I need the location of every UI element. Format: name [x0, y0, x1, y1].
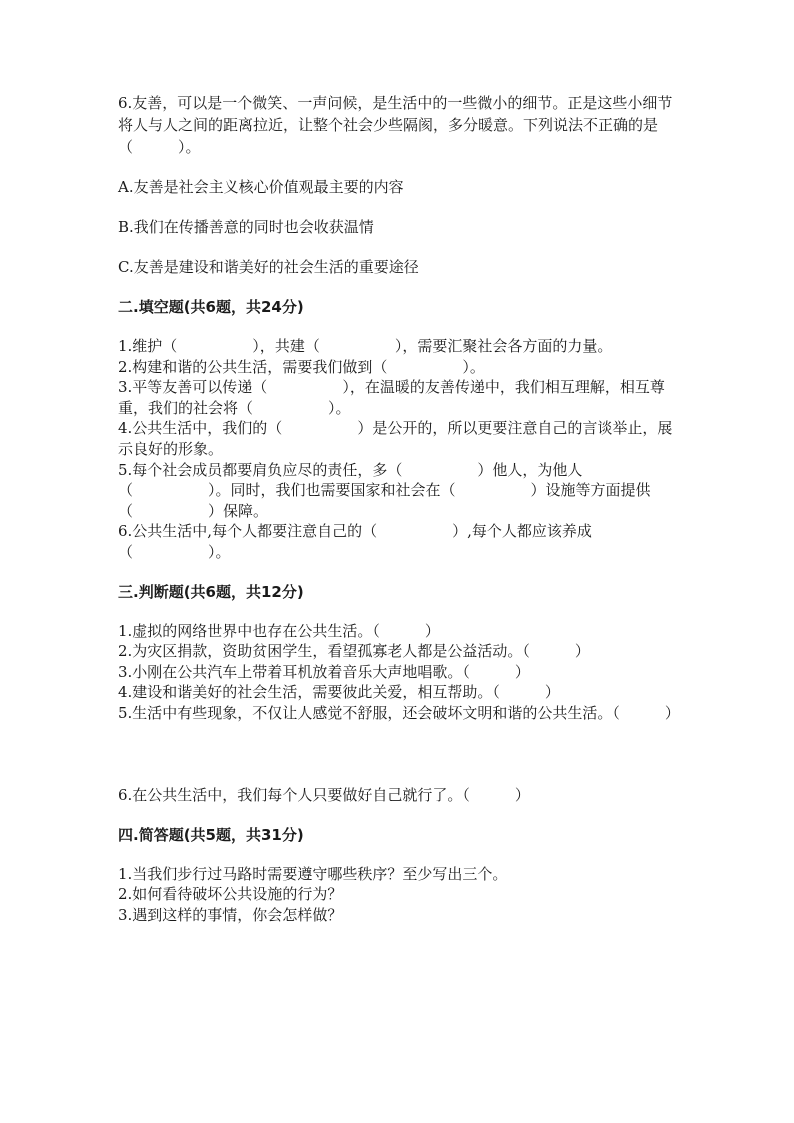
blank-space: [118, 724, 678, 784]
true-false-item-6: 6.在公共生活中，我们每个人只要做好自己就行了。（ ）: [118, 785, 530, 804]
true-false-item-2: 2.为灾区捐款，资助贫困学生，看望孤寡老人都是公益活动。（ ）: [118, 642, 590, 661]
true-false-item-1: 1.虚拟的网络世界中也存在公共生活。（ ）: [118, 621, 440, 640]
short-answer-item-2: 2.如何看待破坏公共设施的行为？: [118, 885, 343, 904]
short-answer-item-1: 1.当我们步行过马路时需要遵守哪些秩序？至少写出三个。: [118, 864, 508, 883]
option-b: B.我们在传播善意的同时也会收获温情: [118, 218, 374, 236]
true-false-item-4: 4.建设和谐美好的社会生活，需要彼此关爱，相互帮助。（ ）: [118, 683, 560, 702]
fill-in-item-3: 3.平等友善可以传递（ ），在温暖的友善传递中，我们相互理解，相互尊重，我们的社会将（ ）。: [118, 378, 665, 417]
section-4-title: 四.简答题(共5题，共31分): [118, 825, 304, 844]
section-2-title: 二.填空题(共6题，共24分): [118, 298, 304, 316]
fill-in-item-6: 6.公共生活中,每个人都要注意自己的（ ）,每个人都应该养成（ ）。: [118, 522, 592, 561]
true-false-item-5: 5.生活中有些现象，不仅让人感觉不舒服，还会破坏文明和谐的公共生活。（ ）: [118, 703, 680, 722]
section-3-title: 三.判断题(共6题，共12分): [118, 582, 304, 601]
true-false-item-3: 3.小刚在公共汽车上带着耳机放着音乐大声地唱歌。（ ）: [118, 662, 530, 681]
short-answer-list: [118, 864, 678, 926]
question-6-stem: 6.友善，可以是一个微笑、一声问候，是生活中的一些微小的细节。正是这些小细节将人与人之间的距离拉近，让整个社会少些隔阂，多分暖意。下列说法不正确的是（ ）。: [118, 94, 673, 156]
fill-in-item-1: 1.维护（ ），共建（ ），需要汇聚社会各方面的力量。: [118, 337, 613, 355]
fill-in-item-4: 4.公共生活中，我们的（ ）是公开的，所以更要注意自己的言谈举止，展示良好的形象。: [118, 419, 673, 458]
exam-page: [118, 92, 678, 943]
fill-in-item-2: 2.构建和谐的公共生活，需要我们做到（ ）。: [118, 357, 485, 376]
option-a: A.友善是社会主义核心价值观最主要的内容: [118, 178, 404, 196]
true-false-list: [118, 621, 678, 724]
short-answer-item-3: 3.遇到这样的事情，你会怎样做？: [118, 905, 343, 924]
fill-in-item-5: 5.每个社会成员都要肩负应尽的责任，多（ ）他人，为他人（ ）。同时，我们也需要国家和社会在（ ）设施等方面提供（ ）保障。: [118, 460, 651, 520]
fill-in-list: [118, 336, 678, 563]
option-c: C.友善是建设和谐美好的社会生活的重要途径: [118, 258, 419, 276]
